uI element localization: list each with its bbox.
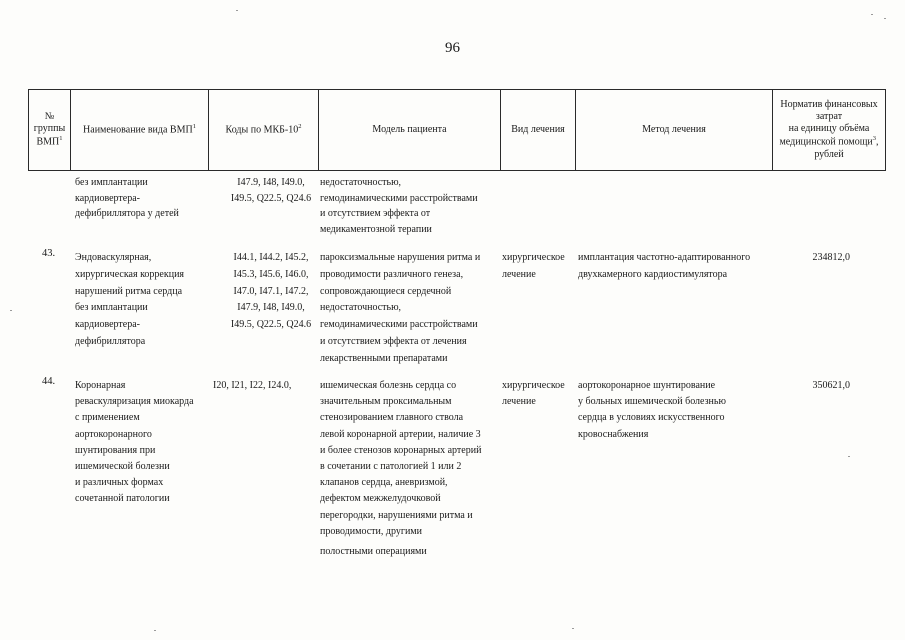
header-treatment-type: Вид лечения [501, 90, 576, 170]
row-43-cost: 234812,0 [812, 252, 850, 263]
footnote-ref-1: 1 [59, 135, 63, 143]
header-cost-norm-label: Норматив финансовых затрат на единицу объёма медицинской помощи [779, 98, 878, 148]
row-continuation-model: недостаточностью, гемодинамическими расстройствами и отсутствием эффекта от медикаментозной терапии [320, 177, 478, 235]
row-continuation-codes: I47.9, I48, I49.0, I49.5, Q22.5, Q24.6 [230, 177, 312, 204]
row-43-model: пароксизмальные нарушения ритма и проводимости различного генеза, сопровождающиеся сердечной недостаточностью, гемодинамическими расстройствами и отсутствием эффекта от лечения лекарственными препаратами [320, 252, 481, 364]
footnote-ref-1b: 1 [192, 123, 196, 131]
header-icd-codes-label: Коды по МКБ-10 [225, 124, 299, 136]
table-header [28, 89, 886, 171]
row-43-treatment-type: хирургическое лечение [502, 252, 565, 280]
row-44-codes: I20, I21, I22, I24.0, [213, 380, 292, 391]
row-44-name: Коронарная реваскуляризация миокарда с применением аортокоронарного шунтирования при ишемической болезни и различных формах сочетанной патологии [75, 380, 194, 505]
row-44-model-tail: полостными операциями [320, 546, 427, 557]
row-44-treatment-method: аортокоронарное шунтирование у больных ишемической болезнью сердца в условиях искусственного кровоснабжения [578, 380, 726, 440]
row-43-number: 43. [42, 248, 56, 259]
header-patient-model: Модель пациента [319, 90, 501, 170]
row-43-treatment-method: имплантация частотно-адаптированного двухкамерного кардиостимулятора [578, 252, 751, 280]
row-43-codes: I44.1, I44.2, I45.2, I45.3, I45.6, I46.0, I47.0, I47.1, I47.2, I47.9, I48, I49.0, I49.5, Q22.5, Q24.6 [230, 252, 312, 331]
scan-speck [10, 310, 12, 311]
scan-speck [884, 18, 886, 19]
scan-speck [154, 630, 156, 631]
row-44-number: 44. [42, 376, 56, 387]
header-cost-norm [773, 90, 885, 170]
header-vmp-name-label: Наименование вида ВМП [83, 124, 193, 136]
footnote-ref-2: 2 [298, 123, 302, 131]
row-44-model: ишемическая болезнь сердца со значительным проксимальным стенозированием главного ствола левой коронарной артерии, наличие 3 и более стенозов коронарных артерий в сочетании с патологией 1 или 2 клапанов сердца, аневризмой, дефектом межжелудочковой перегородки, нарушениями ритма и проводимости, другими [320, 380, 482, 537]
header-treatment-method: Метод лечения [576, 90, 773, 170]
row-continuation-name: без имплантации кардиовертера- дефибриллятора у детей [75, 177, 179, 219]
row-44-treatment-type: хирургическое лечение [502, 380, 565, 408]
scan-speck [572, 628, 574, 629]
row-43-name: Эндоваскулярная, хирургическая коррекция нарушений ритма сердца без имплантации кардиовертера- дефибриллятора [75, 252, 185, 347]
header-vmp-name [71, 90, 209, 170]
header-group-number-label: № группы ВМП [33, 111, 66, 148]
footnote-ref-3: 3 [872, 135, 877, 143]
row-44-cost: 350621,0 [812, 380, 850, 391]
scan-speck [236, 10, 238, 11]
scan-speck [871, 14, 873, 15]
header-group-number [29, 90, 71, 170]
header-cost-norm-unit: , рублей [814, 136, 879, 160]
page-number: 96 [445, 40, 460, 56]
scan-speck [848, 456, 850, 457]
header-icd-codes [209, 90, 319, 170]
